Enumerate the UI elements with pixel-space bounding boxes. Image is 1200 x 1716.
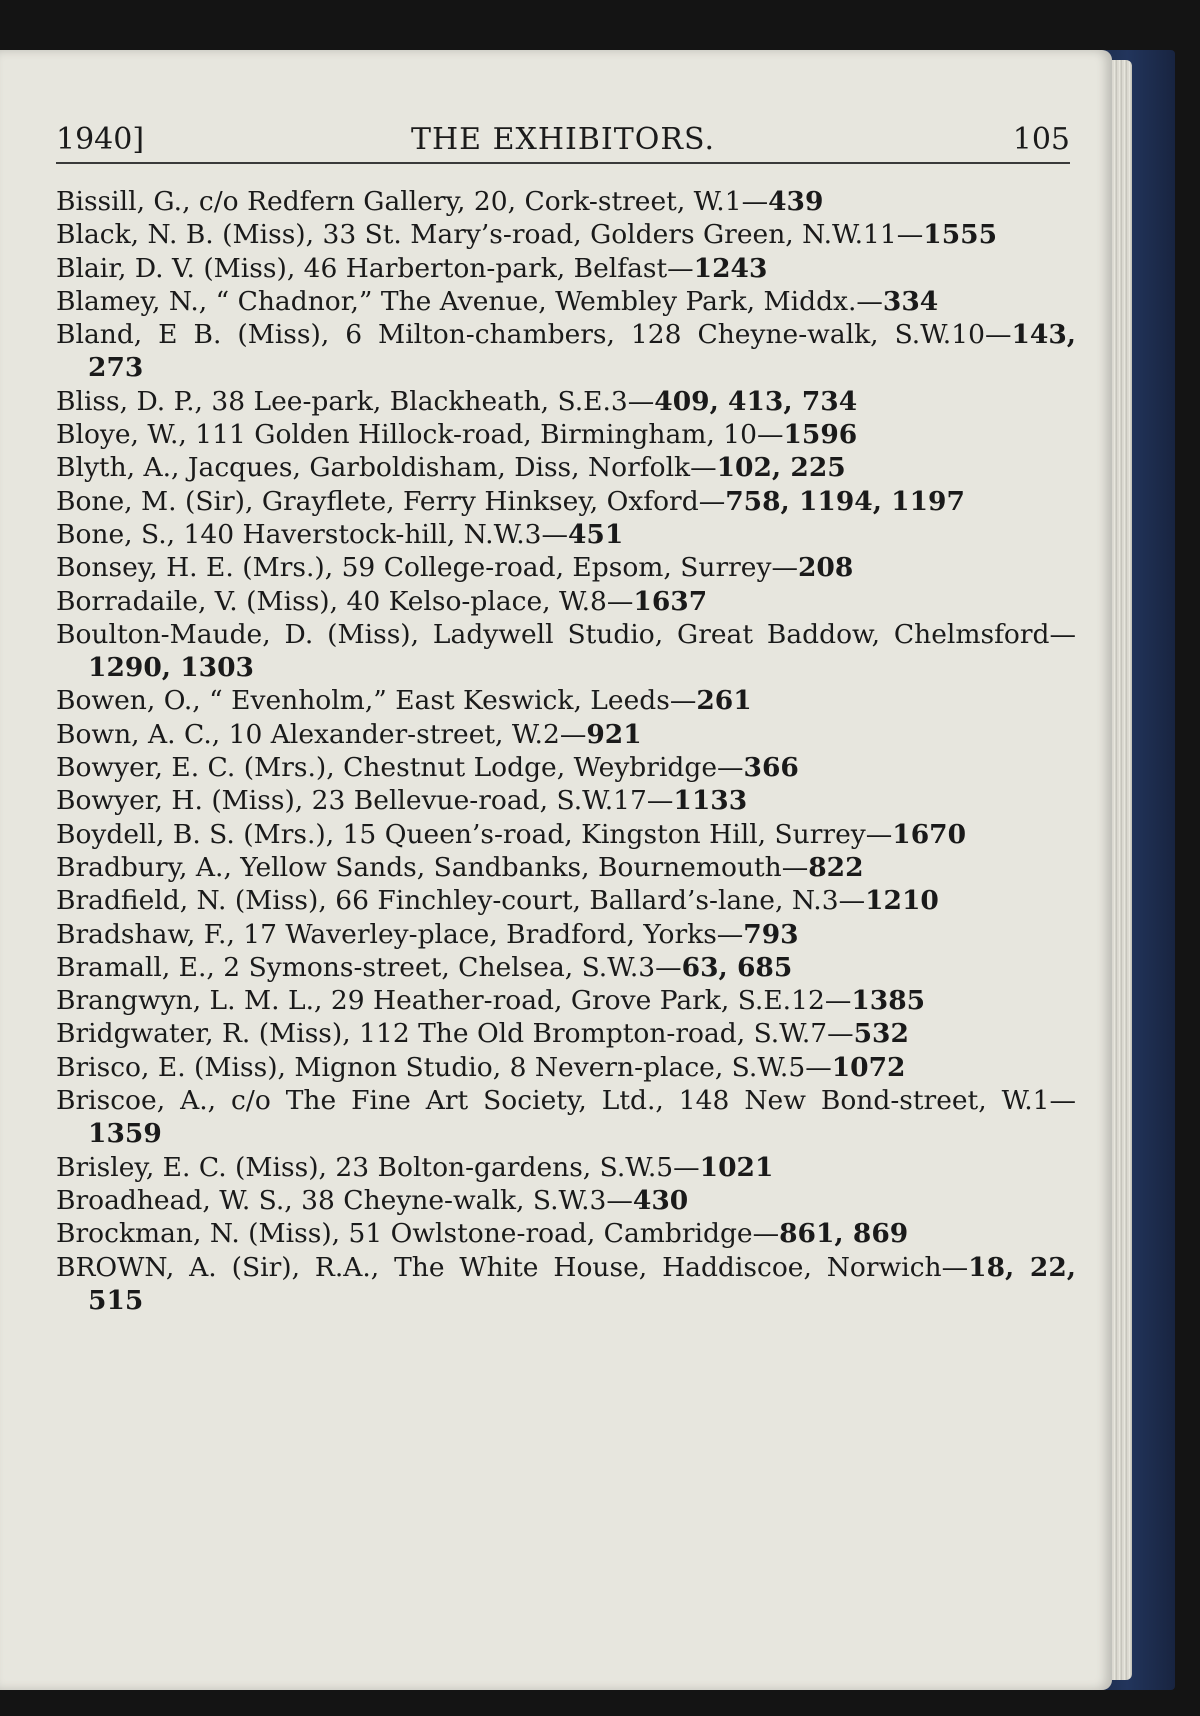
entry-dash: — <box>669 685 697 717</box>
entry-dash: — <box>1049 618 1076 650</box>
exhibitor-name-address: Briscoe, A., c/o The Fine Art Society, Ltd., 148 New Bond-street, W.1 <box>56 1085 1050 1117</box>
exhibitor-name-address: Bowyer, H. (Miss), 23 Bellevue-road, S.W.17 <box>56 785 647 817</box>
catalogue-numbers: 1359 <box>88 1118 162 1150</box>
catalogue-numbers: 430 <box>632 1184 689 1216</box>
catalogue-numbers: 1290, 1303 <box>88 652 254 684</box>
exhibitor-name-address: Bradbury, A., Yellow Sands, Sandbanks, Bournemouth <box>56 851 782 883</box>
exhibitor-name-address: Bland, E B. (Miss), 6 Milton-chambers, 128 Cheyne-walk, S.W.10 <box>56 319 985 351</box>
catalogue-numbers: 18, 22, 515 <box>88 1251 1077 1316</box>
catalogue-numbers: 1021 <box>699 1151 774 1183</box>
exhibitor-entry <box>56 951 1076 984</box>
catalogue-numbers: 1670 <box>892 818 967 850</box>
exhibitor-name-address: Black, N. B. (Miss), 33 St. Mary’s-road, Golders Green, N.W.11 <box>56 219 897 251</box>
exhibitor-name-address: Bridgwater, R. (Miss), 112 The Old Brompton-road, S.W.7 <box>56 1018 828 1050</box>
exhibitor-name-address: Bissill, G., c/o Redfern Gallery, 20, Cork-street, W.1 <box>56 186 742 217</box>
entry-dash: — <box>741 186 769 217</box>
exhibitor-entry <box>56 185 1076 218</box>
entry-dash: — <box>824 985 852 1017</box>
catalogue-numbers: 334 <box>882 285 939 317</box>
catalogue-numbers: 1072 <box>831 1051 906 1083</box>
exhibitor-entry <box>56 1251 1076 1318</box>
exhibitor-name-address: Bone, M. (Sir), Grayflete, Ferry Hinksey, Oxford <box>56 485 699 517</box>
catalogue-numbers: 758, 1194, 1197 <box>725 485 965 517</box>
exhibitor-name-address: Brisco, E. (Miss), Mignon Studio, 8 Nevern-place, S.W.5 <box>56 1051 806 1083</box>
entry-dash: — <box>941 1251 969 1283</box>
entry-dash: — <box>781 851 809 883</box>
exhibitor-entry <box>56 285 1076 318</box>
exhibitor-entry <box>56 851 1076 884</box>
entry-dash: — <box>667 252 694 284</box>
entry-dash: — <box>627 385 655 417</box>
exhibitor-name-address: Brisley, E. C. (Miss), 23 Bolton-gardens, S.W.5 <box>56 1151 674 1183</box>
exhibitor-name-address: Boydell, B. S. (Mrs.), 15 Queen’s-road, Kingston Hill, Surrey <box>56 818 866 850</box>
exhibitor-name-address: Bradshaw, F., 17 Waverley-place, Bradford, Yorks <box>56 918 717 950</box>
exhibitor-entry <box>56 1084 1076 1151</box>
entry-dash: — <box>717 752 744 784</box>
exhibitor-name-address: Broadhead, W. S., 38 Cheyne-walk, S.W.3 <box>56 1184 607 1216</box>
exhibitor-entry <box>56 618 1076 685</box>
entry-dash: — <box>896 219 924 251</box>
exhibitor-name-address: Brangwyn, L. M. L., 29 Heather-road, Grove Park, S.E.12 <box>56 985 825 1017</box>
running-header <box>56 118 1070 164</box>
exhibitor-name-address: Bowyer, E. C. (Mrs.), Chestnut Lodge, Weybridge <box>56 752 718 784</box>
exhibitor-entry <box>56 518 1076 551</box>
entry-dash: — <box>690 452 717 484</box>
entry-dash: — <box>984 319 1012 351</box>
exhibitor-entry <box>56 1051 1076 1084</box>
exhibitor-entry <box>56 1184 1076 1217</box>
exhibitor-name-address: Bonsey, H. E. (Mrs.), 59 College-road, Epsom, Surrey <box>56 552 772 584</box>
exhibitor-entry <box>56 551 1076 584</box>
exhibitor-entry <box>56 684 1076 717</box>
catalogue-numbers: 822 <box>808 851 864 883</box>
entry-dash: — <box>673 1151 700 1183</box>
entry-dash: — <box>559 718 587 750</box>
exhibitor-name-address: BROWN, A. (Sir), R.A., The White House, Haddiscoe, Norwich <box>56 1251 942 1283</box>
exhibitor-entry <box>56 585 1076 618</box>
exhibitor-name-address: Brockman, N. (Miss), 51 Owlstone-road, Cambridge <box>56 1218 753 1250</box>
catalogue-numbers: 1243 <box>693 252 768 284</box>
catalogue-numbers: 1210 <box>865 885 939 917</box>
entry-dash: — <box>646 785 674 817</box>
catalogue-numbers: 143, 273 <box>88 319 1076 384</box>
header-title: THE EXHIBITORS. <box>411 122 715 157</box>
catalogue-numbers: 366 <box>743 752 799 784</box>
catalogue-numbers: 1133 <box>673 785 748 817</box>
entry-dash: — <box>865 818 893 850</box>
entry-dash: — <box>716 918 744 950</box>
catalogue-numbers: 1637 <box>633 585 708 617</box>
entry-dash: — <box>698 485 726 517</box>
exhibitor-entry <box>56 1151 1076 1184</box>
exhibitor-entry <box>56 918 1076 951</box>
exhibitor-entry <box>56 485 1076 518</box>
exhibitor-entry <box>56 784 1076 817</box>
exhibitor-entry <box>56 884 1076 917</box>
exhibitor-entry <box>56 451 1076 484</box>
catalogue-numbers: 861, 869 <box>779 1218 909 1250</box>
catalogue-numbers: 451 <box>567 518 624 550</box>
exhibitor-entry <box>56 318 1076 385</box>
entry-dash: — <box>771 552 798 584</box>
exhibitor-name-address: Blyth, A., Jacques, Garboldisham, Diss, Norfolk <box>56 452 691 484</box>
exhibitor-entry <box>56 818 1076 851</box>
exhibitor-name-address: Bown, A. C., 10 Alexander-street, W.2 <box>56 718 560 750</box>
page-number: 105 <box>1012 122 1070 157</box>
exhibitor-name-address: Blair, D. V. (Miss), 46 Harberton-park, Belfast <box>56 252 668 284</box>
exhibitor-entry <box>56 1017 1076 1050</box>
entry-dash: — <box>1049 1085 1076 1117</box>
exhibitor-name-address: Boulton-Maude, D. (Miss), Ladywell Studio, Great Baddow, Chelmsford <box>56 618 1050 650</box>
catalogue-numbers: 532 <box>853 1018 909 1050</box>
exhibitor-entry <box>56 751 1076 784</box>
entry-dash: — <box>827 1018 854 1050</box>
entry-dash: — <box>752 1218 780 1250</box>
exhibitor-name-address: Blamey, N., “ Chadnor,” The Avenue, Wembley Park, Middx. <box>56 285 857 317</box>
exhibitor-entry <box>56 218 1076 251</box>
catalogue-numbers: 1555 <box>923 219 998 251</box>
catalogue-numbers: 208 <box>797 552 854 584</box>
entry-dash: — <box>856 285 883 317</box>
exhibitor-name-address: Bliss, D. P., 38 Lee-park, Blackheath, S.E.3 <box>56 385 628 417</box>
catalogue-numbers: 63, 685 <box>681 951 793 983</box>
exhibitor-name-address: Bowen, O., “ Evenholm,” East Keswick, Leeds <box>56 685 670 717</box>
catalogue-numbers: 921 <box>586 718 642 750</box>
exhibitor-name-address: Bramall, E., 2 Symons-street, Chelsea, S.W.3 <box>56 951 656 983</box>
exhibitor-name-address: Borradaile, V. (Miss), 40 Kelso-place, W.8 <box>56 585 607 617</box>
catalogue-numbers: 409, 413, 734 <box>654 385 858 417</box>
catalogue-numbers: 439 <box>768 186 824 217</box>
exhibitor-name-address: Bone, S., 140 Haverstock-hill, N.W.3 <box>56 518 542 550</box>
exhibitor-entry <box>56 718 1076 751</box>
catalogue-numbers: 1385 <box>851 985 926 1017</box>
exhibitor-entry <box>56 252 1076 285</box>
catalogue-numbers: 261 <box>696 685 752 717</box>
exhibitor-name-address: Bradfield, N. (Miss), 66 Finchley-court, Ballard’s-lane, N.3 <box>56 885 839 917</box>
entry-dash: — <box>606 585 634 617</box>
entry-dash: — <box>655 951 682 983</box>
entry-dash: — <box>756 419 784 451</box>
exhibitor-entry <box>56 1217 1076 1250</box>
exhibitor-name-address: Bloye, W., 111 Golden Hillock-road, Birmingham, 10 <box>56 419 757 451</box>
entry-dash: — <box>838 885 866 917</box>
entry-dash: — <box>541 518 568 550</box>
entry-dash: — <box>805 1051 832 1083</box>
catalogue-numbers: 1596 <box>783 419 858 451</box>
exhibitor-entry <box>56 385 1076 418</box>
exhibitor-list <box>56 185 1076 1317</box>
catalogue-numbers: 793 <box>743 918 799 950</box>
exhibitor-entry <box>56 418 1076 451</box>
catalogue-numbers: 102, 225 <box>716 452 846 484</box>
header-year: 1940] <box>56 122 145 157</box>
entry-dash: — <box>606 1184 633 1216</box>
exhibitor-entry <box>56 984 1076 1017</box>
